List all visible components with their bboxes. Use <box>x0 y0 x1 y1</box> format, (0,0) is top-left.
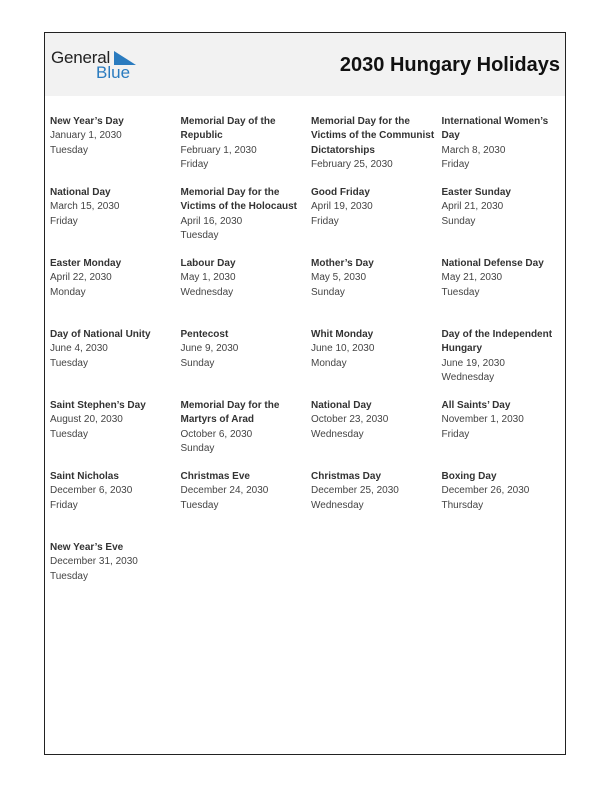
holiday-item <box>311 328 442 399</box>
holiday-date: August 20, 2030 <box>50 414 123 426</box>
holiday-name: Christmas Day <box>311 471 382 482</box>
holiday-name: National Defense Day <box>441 258 544 269</box>
holiday-weekday: Friday <box>311 215 339 227</box>
holiday-weekday: Tuesday <box>180 229 219 241</box>
holiday-item <box>311 470 442 541</box>
holiday-name: Memorial Day for the Martyrs of Arad <box>180 400 280 426</box>
holiday-date: December 6, 2030 <box>50 485 133 497</box>
holiday-item <box>311 399 442 470</box>
holiday-name: Easter Monday <box>50 258 122 269</box>
holiday-name: Labour Day <box>180 258 236 269</box>
holiday-name: Memorial Day for the Victims of the Holocaust <box>180 187 298 213</box>
holiday-name: New Year’s Eve <box>50 542 124 553</box>
holiday-item <box>442 186 565 257</box>
holiday-item <box>311 115 442 186</box>
holiday-date: February 25, 2030 <box>311 158 393 170</box>
logo-general-text: General <box>51 48 111 67</box>
holiday-weekday: Wednesday <box>311 499 364 511</box>
holiday-weekday: Monday <box>50 286 86 298</box>
holiday-weekday: Wednesday <box>180 286 234 298</box>
holiday-date: December 26, 2030 <box>441 485 530 497</box>
holiday-date: June 4, 2030 <box>50 343 108 355</box>
holiday-item <box>181 399 312 470</box>
holiday-weekday: Wednesday <box>311 428 364 440</box>
holiday-date: January 1, 2030 <box>50 130 122 142</box>
holiday-date: November 1, 2030 <box>441 414 524 426</box>
holiday-weekday: Sunday <box>441 215 476 227</box>
holiday-name: Boxing Day <box>441 471 497 482</box>
holiday-weekday: Tuesday <box>50 144 88 156</box>
holiday-weekday: Friday <box>50 499 78 511</box>
holiday-date: February 1, 2030 <box>180 144 257 156</box>
holiday-date: May 5, 2030 <box>311 272 367 284</box>
holiday-date: April 19, 2030 <box>311 201 373 213</box>
holiday-item <box>50 470 181 541</box>
holiday-name: Easter Sunday <box>441 187 511 198</box>
holiday-name: New Year’s Day <box>50 116 124 127</box>
holiday-date: June 9, 2030 <box>180 343 239 355</box>
holiday-date: December 25, 2030 <box>311 485 399 497</box>
holiday-weekday: Sunday <box>180 442 215 454</box>
holiday-weekday: Friday <box>441 158 470 170</box>
holiday-weekday: Tuesday <box>50 357 88 369</box>
page-title: 2030 Hungary Holidays <box>339 54 560 76</box>
holiday-name: All Saints’ Day <box>441 400 511 411</box>
holiday-item <box>181 186 312 257</box>
holiday-grid <box>50 115 565 612</box>
holiday-weekday: Tuesday <box>50 570 88 582</box>
holiday-weekday: Wednesday <box>441 371 495 383</box>
holiday-date: April 21, 2030 <box>441 201 504 213</box>
holiday-date: April 16, 2030 <box>180 215 243 227</box>
holiday-date: December 31, 2030 <box>50 556 138 568</box>
holiday-weekday: Sunday <box>180 357 215 369</box>
logo <box>51 48 141 84</box>
holiday-weekday: Friday <box>441 428 470 440</box>
holiday-item <box>50 115 181 186</box>
holiday-name: Good Friday <box>311 187 370 198</box>
holiday-name: Saint Nicholas <box>50 471 119 482</box>
holiday-date: June 19, 2030 <box>441 357 505 369</box>
holiday-weekday: Tuesday <box>180 499 219 511</box>
page-frame <box>44 32 566 755</box>
holiday-item <box>311 257 442 328</box>
holiday-name: National Day <box>311 400 372 411</box>
holiday-name: Saint Stephen’s Day <box>50 400 146 411</box>
holiday-name: Christmas Eve <box>180 471 250 482</box>
holiday-name: Mother’s Day <box>311 258 374 269</box>
holiday-date: March 8, 2030 <box>441 144 506 156</box>
holiday-item <box>442 328 565 399</box>
logo-blue-text: Blue <box>96 63 131 82</box>
holiday-weekday: Friday <box>180 158 209 170</box>
holiday-date: April 22, 2030 <box>50 272 112 284</box>
holiday-name: Pentecost <box>180 329 229 340</box>
holiday-item <box>442 470 565 541</box>
holiday-name: Day of National Unity <box>50 329 151 340</box>
holiday-weekday: Friday <box>50 215 78 227</box>
holiday-item <box>181 115 312 186</box>
holiday-date: October 23, 2030 <box>311 414 389 426</box>
holiday-weekday: Monday <box>311 357 347 369</box>
holiday-item <box>181 257 312 328</box>
holiday-name: National Day <box>50 187 111 198</box>
holiday-weekday: Tuesday <box>50 428 88 440</box>
header <box>45 33 565 96</box>
holiday-date: December 24, 2030 <box>180 485 269 497</box>
holiday-date: March 15, 2030 <box>50 201 120 213</box>
holiday-name: Memorial Day for the Victims of the Communist Dictatorships <box>311 116 435 156</box>
holiday-weekday: Sunday <box>311 286 345 298</box>
holiday-item <box>50 257 181 328</box>
holiday-item <box>311 186 442 257</box>
holiday-item <box>50 328 181 399</box>
holiday-date: October 6, 2030 <box>180 428 253 440</box>
holiday-date: May 1, 2030 <box>180 272 236 284</box>
holiday-item <box>181 328 312 399</box>
holiday-item <box>50 541 181 612</box>
holiday-name: International Women’s Day <box>441 116 549 142</box>
holiday-name: Whit Monday <box>311 329 374 340</box>
holiday-weekday: Tuesday <box>441 286 480 298</box>
holiday-item <box>442 115 565 186</box>
holiday-item <box>442 257 565 328</box>
holiday-item <box>181 470 312 541</box>
holiday-date: June 10, 2030 <box>311 343 375 355</box>
holiday-item <box>50 399 181 470</box>
holiday-name: Day of the Independent Hungary <box>441 329 553 355</box>
holiday-weekday: Thursday <box>441 499 484 511</box>
holiday-name: Memorial Day of the Republic <box>180 116 276 142</box>
holiday-item <box>50 186 181 257</box>
holiday-item <box>442 399 565 470</box>
holiday-date: May 21, 2030 <box>441 272 503 284</box>
